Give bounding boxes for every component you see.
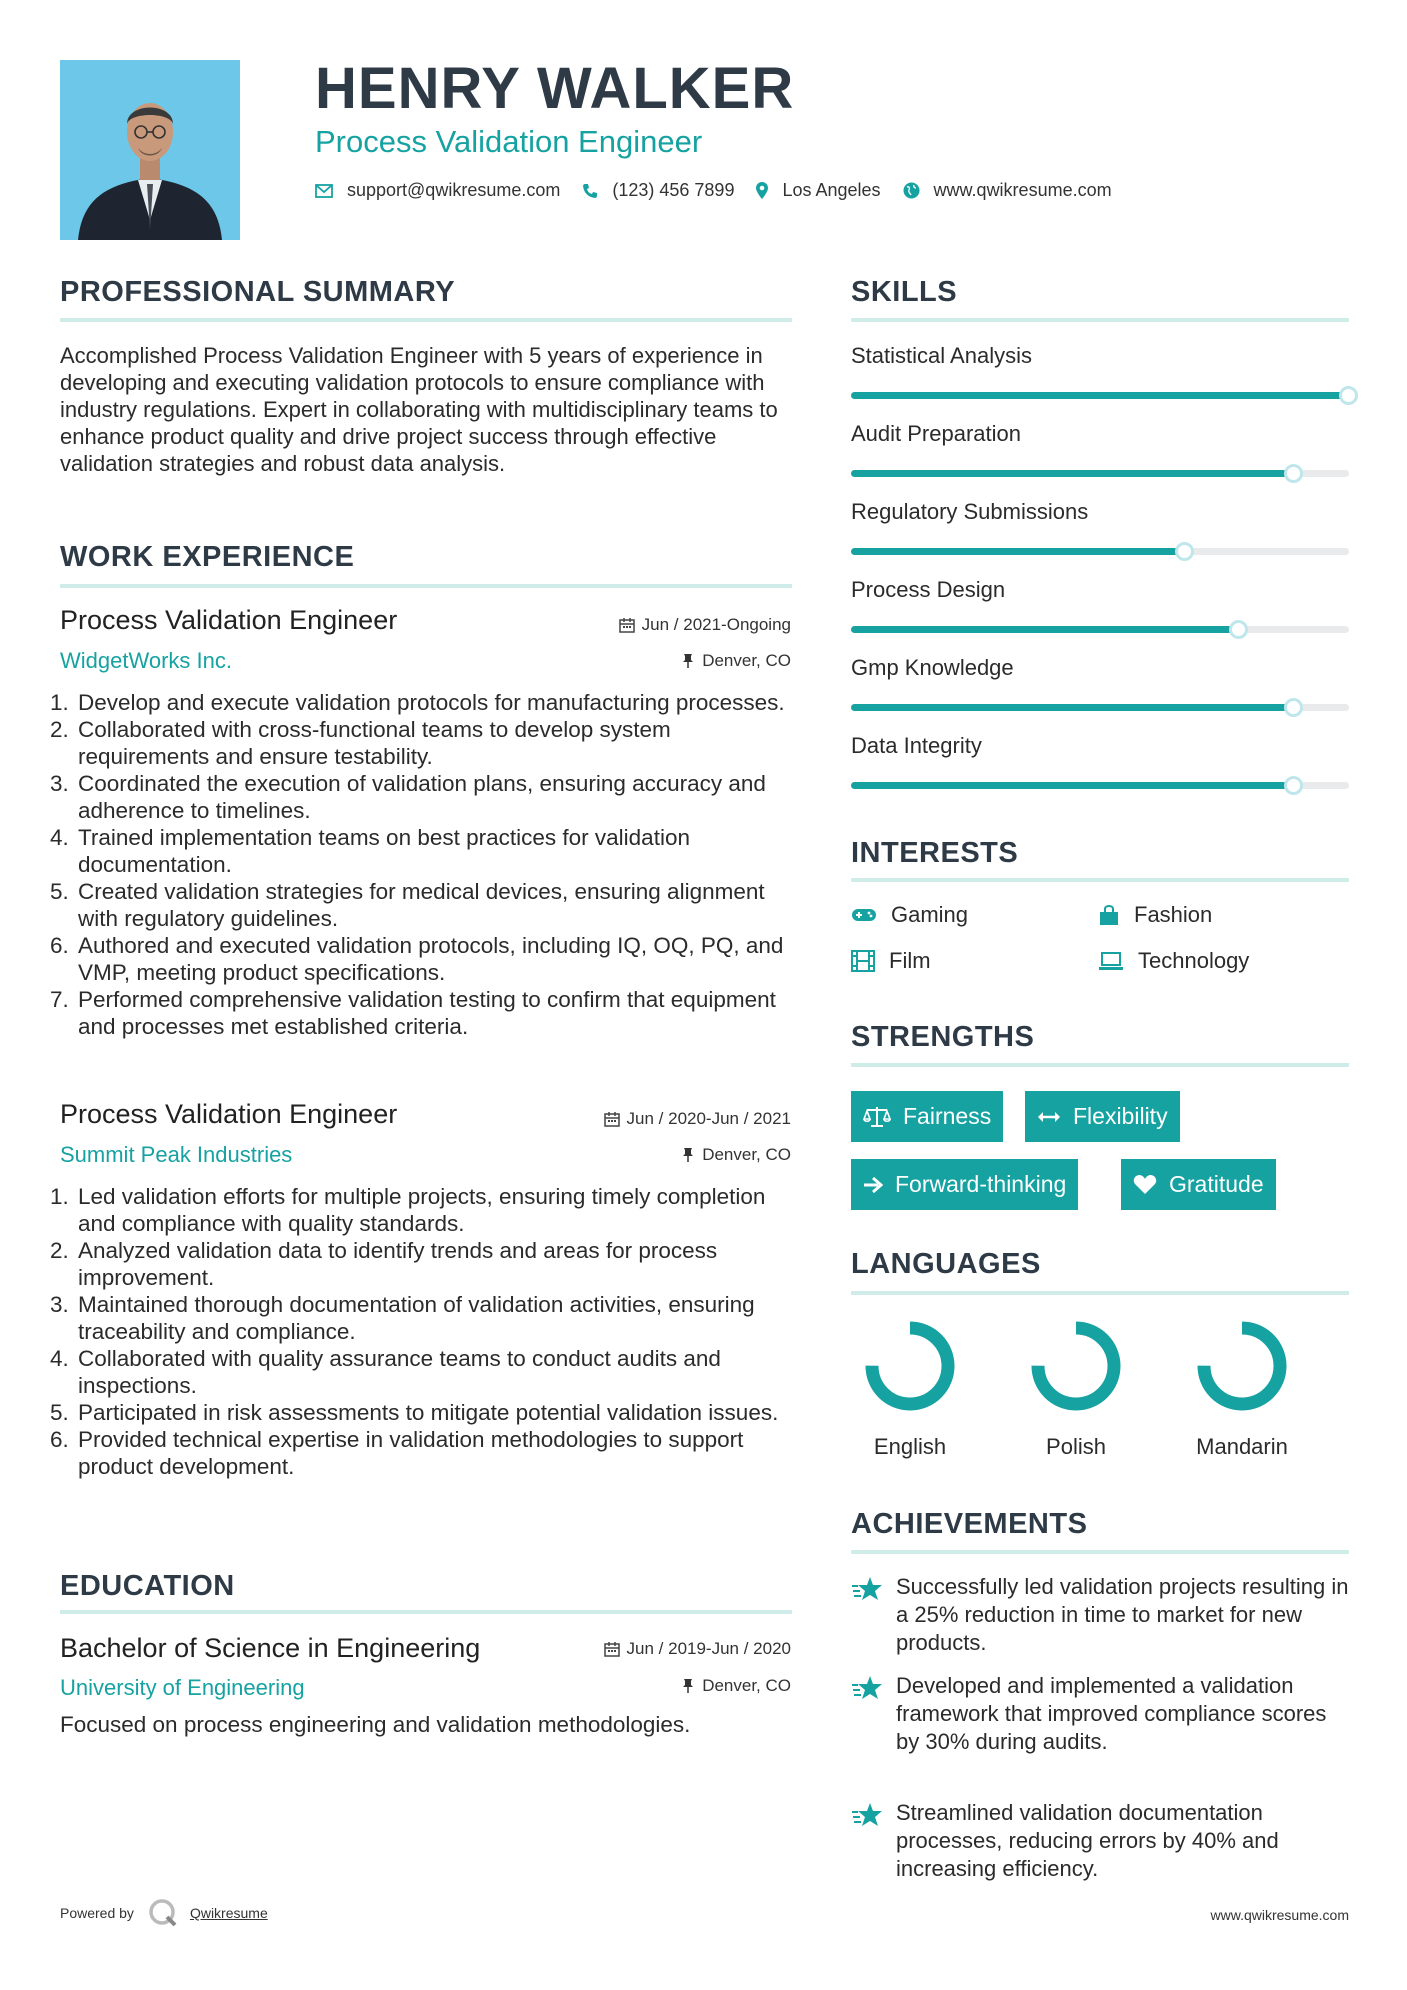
strength-chip: Fairness <box>851 1091 1003 1142</box>
calendar-icon <box>619 617 635 633</box>
pushpin-icon <box>682 653 694 669</box>
list-item: 4. Collaborated with quality assurance teams to conduct audits and inspections. <box>50 1346 721 1398</box>
education-date-text: Jun / 2019-Jun / 2020 <box>626 1639 791 1658</box>
language-level-arc <box>872 1328 948 1404</box>
job-location <box>682 1145 791 1165</box>
skill-level-knob <box>1284 776 1303 795</box>
language-label: Polish <box>1046 1434 1106 1459</box>
phone-icon <box>582 183 598 199</box>
qwikresume-logo-icon <box>148 1898 178 1928</box>
experience-heading: WORK EXPERIENCE <box>60 541 355 573</box>
website-text: www.qwikresume.com <box>933 180 1112 200</box>
company-name: WidgetWorks Inc. <box>60 648 232 673</box>
achievements-heading: ACHIEVEMENTS <box>851 1508 1088 1540</box>
skill-bar-track <box>851 626 1349 633</box>
star-icon <box>851 1799 896 1883</box>
list-item: 7. Performed comprehensive validation testing to confirm that equipment and processes met established criteria. <box>50 987 776 1039</box>
shopping-bag-icon <box>1098 904 1120 926</box>
skill-bar-fill <box>851 548 1185 555</box>
interests-heading: INTERESTS <box>851 837 1019 869</box>
skill-label: Audit Preparation <box>851 421 1021 446</box>
language-level-arc <box>1038 1328 1114 1404</box>
balance-scale-icon <box>863 1106 891 1128</box>
strength-chip: Flexibility <box>1025 1091 1180 1142</box>
language-ring <box>855 1318 965 1414</box>
skill-bar-track <box>851 704 1349 711</box>
laptop-icon <box>1098 951 1124 971</box>
calendar-icon <box>604 1641 620 1657</box>
strengths-rule <box>851 1063 1349 1067</box>
star-icon <box>851 1573 896 1657</box>
candidate-name: HENRY WALKER <box>315 56 795 121</box>
languages-heading: LANGUAGES <box>851 1248 1041 1280</box>
footer-powered-by <box>60 1898 268 1928</box>
interests-rule <box>851 878 1349 882</box>
language-ring-svg <box>1194 1318 1290 1414</box>
profile-photo <box>60 60 240 240</box>
strength-chip: Gratitude <box>1121 1159 1276 1210</box>
calendar-icon <box>604 1111 620 1127</box>
job-location <box>682 651 791 671</box>
arrows-horizontal-icon <box>1037 1110 1061 1124</box>
achievement-item: Successfully led validation projects resulting in a 25% reduction in time to market for new products. <box>851 1573 1349 1657</box>
job-bullets <box>50 1183 795 1480</box>
skill-label: Gmp Knowledge <box>851 655 1014 680</box>
envelope-icon <box>315 184 333 198</box>
skills-rule <box>851 318 1349 322</box>
skill-bar-fill <box>851 704 1294 711</box>
experience-rule <box>60 584 792 588</box>
list-item: 1. Led validation efforts for multiple projects, ensuring timely completion and compliance with quality standards. <box>50 1184 766 1236</box>
list-item: 2. Collaborated with cross-functional teams to develop system requirements and ensure testability. <box>50 717 671 769</box>
education-location-text: Denver, CO <box>702 1676 791 1695</box>
skill-bar-fill <box>851 392 1349 399</box>
star-icon <box>851 1672 896 1756</box>
summary-text: Accomplished Process Validation Engineer with 5 years of experience in developing and executing validation protocols to ensure compliance with industry regulations. Expert in collaborating with multidisciplinary teams to enhance product quality and drive project success through effective validation strategies and robust data analysis. <box>60 343 778 476</box>
contact-bar <box>315 180 1134 201</box>
interest-item: Technology <box>1098 948 1249 974</box>
achievement-item: Developed and implemented a validation framework that improved compliance scores by 30% during audits. <box>851 1672 1349 1756</box>
job-title: Process Validation Engineer <box>60 605 398 635</box>
language-level-arc <box>1204 1328 1280 1404</box>
summary-heading: PROFESSIONAL SUMMARY <box>60 276 456 308</box>
skill-bar-track <box>851 470 1349 477</box>
education-location <box>682 1676 791 1696</box>
language-ring <box>1021 1318 1131 1414</box>
skill-label: Regulatory Submissions <box>851 499 1089 524</box>
school-name: University of Engineering <box>60 1675 305 1700</box>
interest-item: Film <box>851 948 931 974</box>
skill-bar-fill <box>851 782 1294 789</box>
job-date-text: Jun / 2021-Ongoing <box>641 615 791 634</box>
email-text: support@qwikresume.com <box>347 180 561 200</box>
skill-level-knob <box>1229 620 1248 639</box>
brand-link[interactable]: Qwikresume <box>189 1905 268 1921</box>
skills-heading: SKILLS <box>851 276 958 308</box>
globe-icon <box>903 182 920 199</box>
list-item: 6. Provided technical expertise in validation methodologies to support product development. <box>50 1427 744 1479</box>
interest-item: Gaming <box>851 902 968 928</box>
candidate-title: Process Validation Engineer <box>315 124 703 159</box>
education-date <box>604 1639 791 1659</box>
job-date <box>619 615 791 635</box>
pushpin-icon <box>682 1678 694 1694</box>
strengths-heading: STRENGTHS <box>851 1021 1035 1053</box>
achievements-rule <box>851 1550 1349 1554</box>
footer-website[interactable]: www.qwikresume.com <box>1210 1907 1349 1923</box>
list-item: 1. Develop and execute validation protocols for manufacturing processes. <box>50 690 785 715</box>
strength-chip: Forward-thinking <box>851 1159 1078 1210</box>
job-location-text: Denver, CO <box>702 1145 791 1164</box>
list-item: 3. Maintained thorough documentation of validation activities, ensuring traceability and compliance. <box>50 1292 755 1344</box>
skill-label: Statistical Analysis <box>851 343 1032 368</box>
skill-bar-fill <box>851 470 1294 477</box>
skill-bar-track <box>851 392 1349 399</box>
summary-rule <box>60 318 792 322</box>
skill-level-knob <box>1284 698 1303 717</box>
arrow-right-icon <box>863 1176 883 1194</box>
language-ring-svg <box>862 1318 958 1414</box>
education-rule <box>60 1610 792 1614</box>
achievement-item: Streamlined validation documentation processes, reducing errors by 40% and increasing efficiency. <box>851 1799 1349 1883</box>
language-ring <box>1187 1318 1297 1414</box>
list-item: 5. Created validation strategies for medical devices, ensuring alignment with regulatory guidelines. <box>50 879 765 931</box>
job-date <box>604 1109 791 1129</box>
film-icon <box>851 950 875 972</box>
skill-level-knob <box>1284 464 1303 483</box>
list-item: 4. Trained implementation teams on best practices for validation documentation. <box>50 825 690 877</box>
job-location-text: Denver, CO <box>702 651 791 670</box>
skill-bar-track <box>851 782 1349 789</box>
education-description: Focused on process engineering and validation methodologies. <box>60 1712 691 1737</box>
map-pin-icon <box>756 182 768 199</box>
interest-item: Fashion <box>1098 902 1212 928</box>
skill-bar-track <box>851 548 1349 555</box>
education-heading: EDUCATION <box>60 1570 235 1602</box>
job-date-text: Jun / 2020-Jun / 2021 <box>626 1109 791 1128</box>
gamepad-icon <box>851 907 877 923</box>
contact-location <box>756 180 880 201</box>
skill-level-knob <box>1175 542 1194 561</box>
list-item: 6. Authored and executed validation protocols, including IQ, OQ, PQ, and VMP, meeting product specifications. <box>50 933 784 985</box>
language-ring-svg <box>1028 1318 1124 1414</box>
contact-website[interactable] <box>903 180 1112 201</box>
contact-email[interactable] <box>315 180 560 201</box>
list-item: 2. Analyzed validation data to identify trends and areas for process improvement. <box>50 1238 718 1290</box>
job-bullets <box>50 689 795 1040</box>
languages-rule <box>851 1291 1349 1295</box>
degree-title: Bachelor of Science in Engineering <box>60 1633 481 1663</box>
language-label: Mandarin <box>1196 1434 1288 1459</box>
language-label: English <box>873 1434 947 1459</box>
contact-phone[interactable] <box>582 180 734 201</box>
powered-by-label: Powered by <box>60 1905 134 1921</box>
skill-bar-fill <box>851 626 1239 633</box>
list-item: 5. Participated in risk assessments to mitigate potential validation issues. <box>50 1400 779 1425</box>
phone-text: (123) 456 7899 <box>612 180 735 200</box>
heart-icon <box>1133 1174 1157 1195</box>
pushpin-icon <box>682 1147 694 1163</box>
skill-label: Data Integrity <box>851 733 982 758</box>
skill-label: Process Design <box>851 577 1006 602</box>
skill-level-knob <box>1339 386 1358 405</box>
location-text: Los Angeles <box>782 180 881 200</box>
job-title: Process Validation Engineer <box>60 1099 398 1129</box>
company-name: Summit Peak Industries <box>60 1142 293 1167</box>
list-item: 3. Coordinated the execution of validation plans, ensuring accuracy and adherence to timelines. <box>50 771 766 823</box>
